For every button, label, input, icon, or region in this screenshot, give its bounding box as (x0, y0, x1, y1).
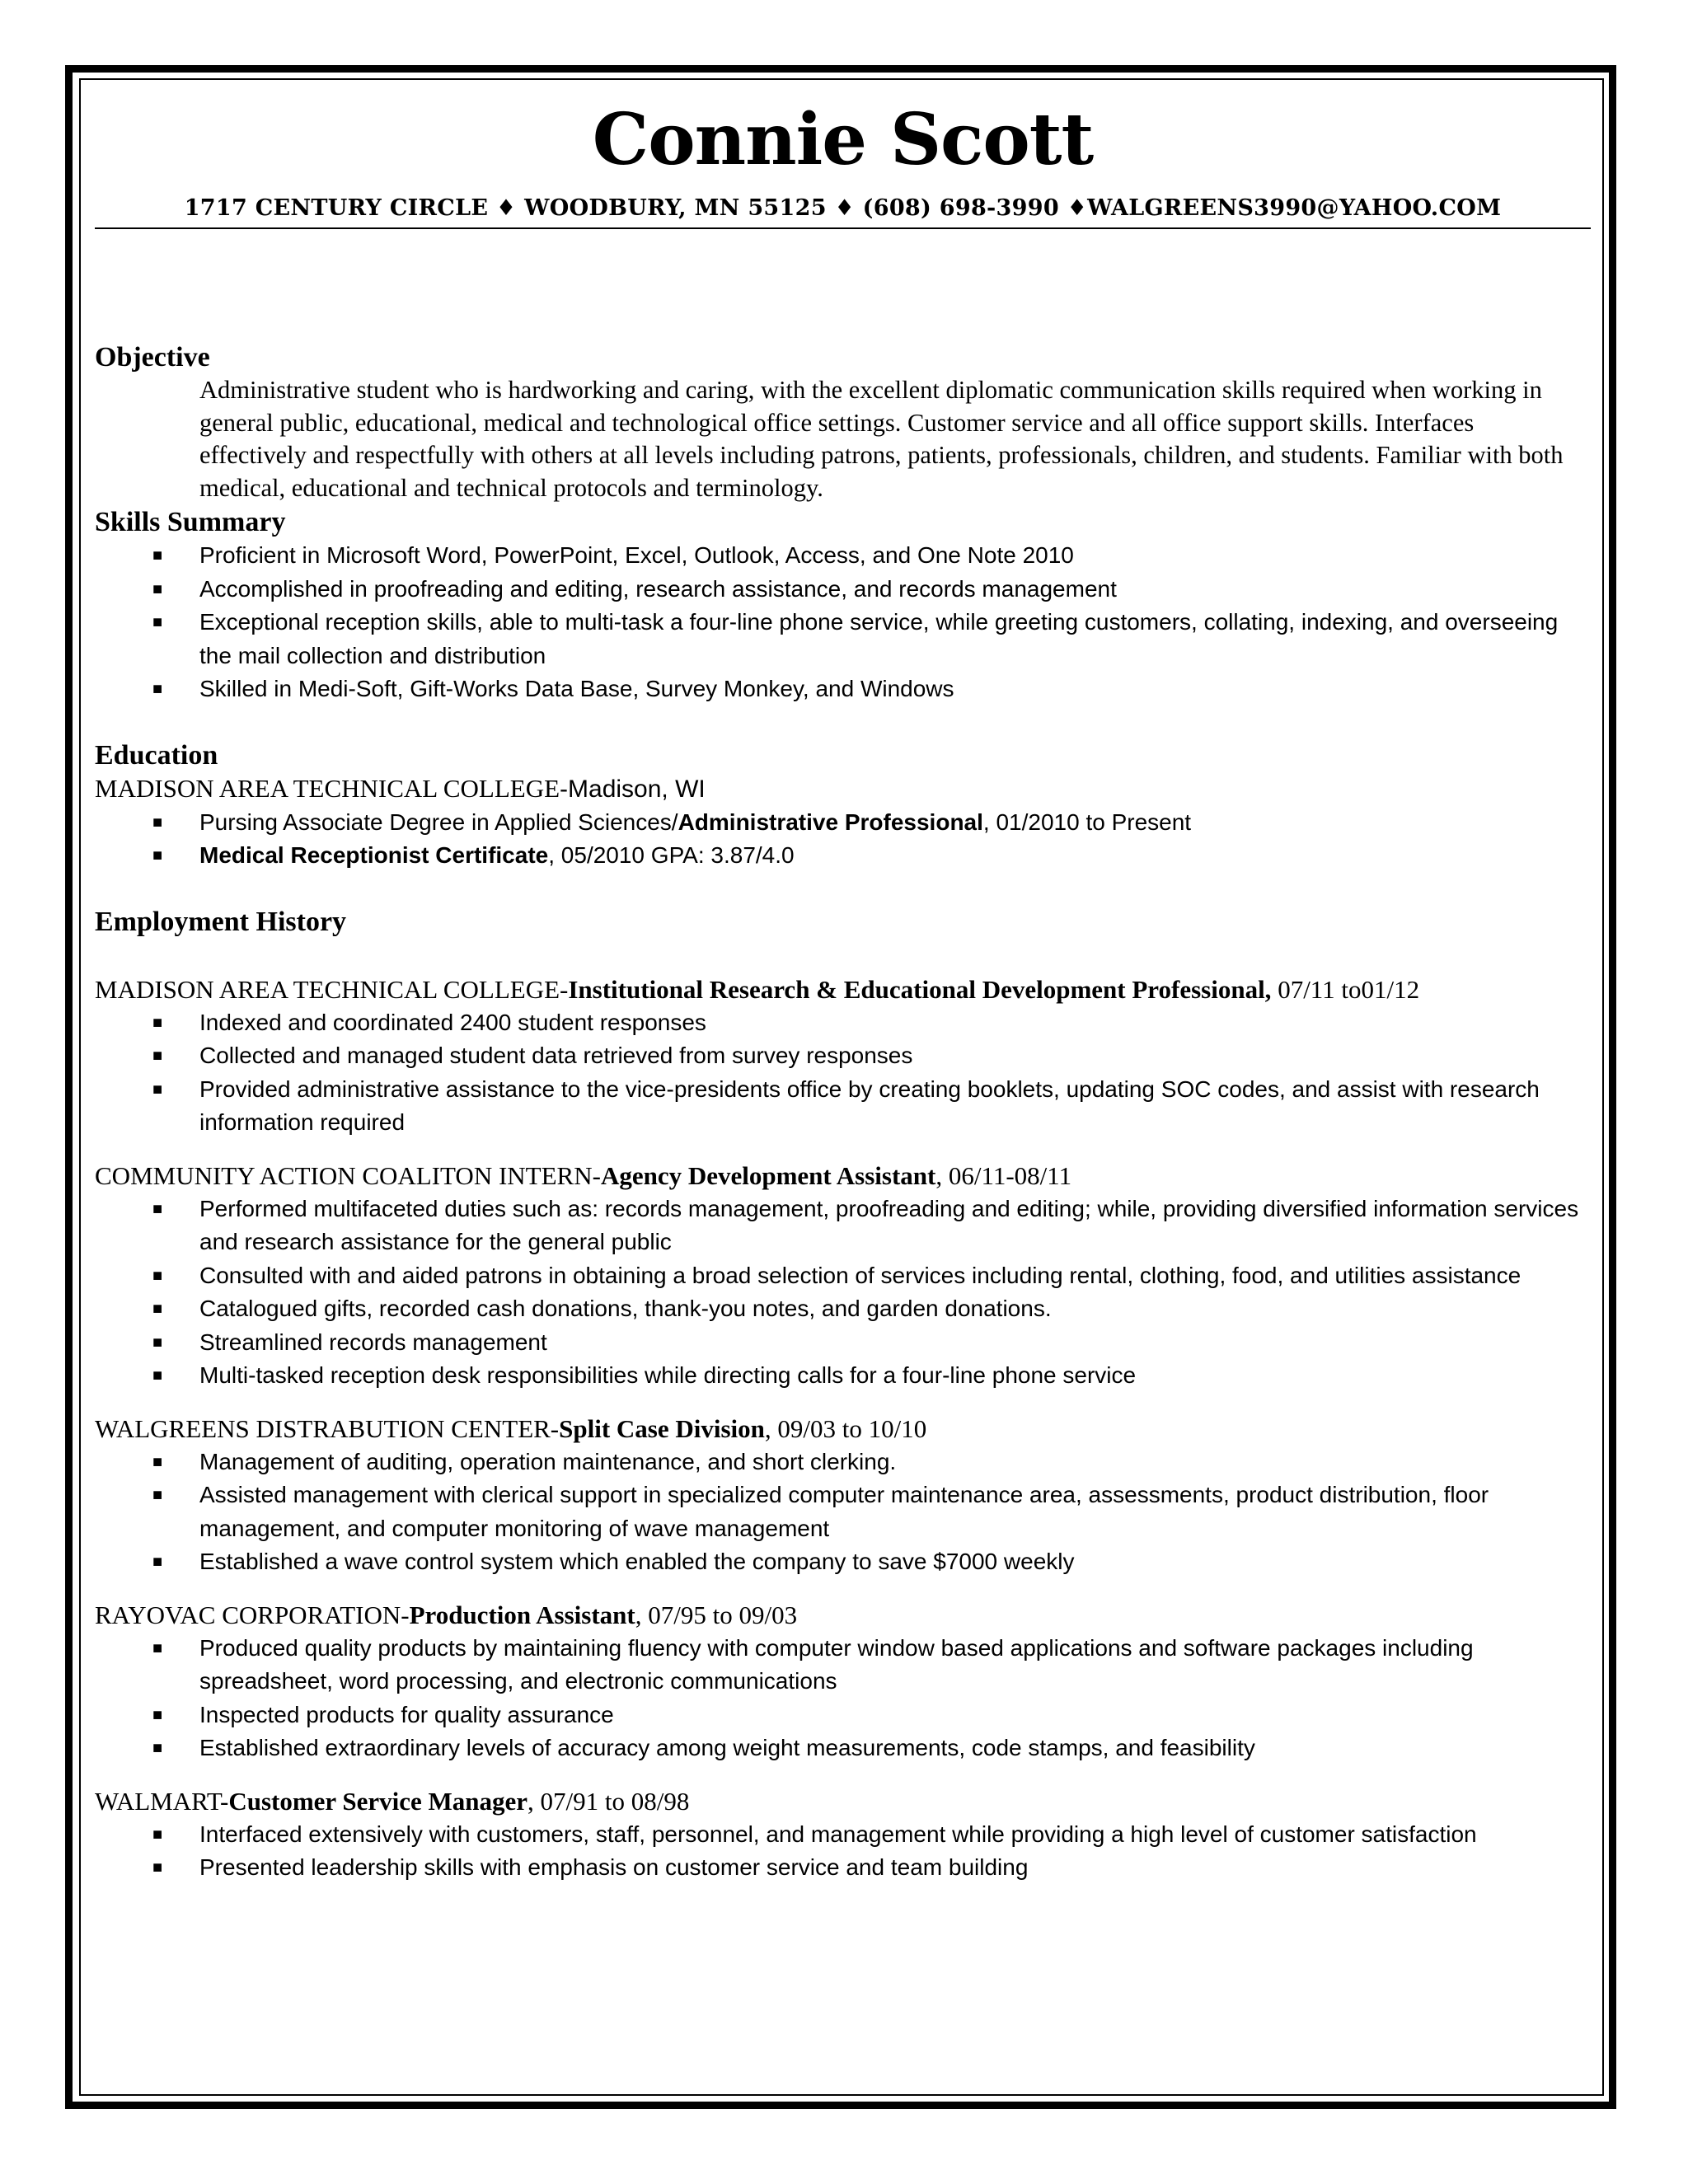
job-entry (95, 1599, 1591, 1765)
list-item: ■ Assisted management with clerical support in specialized computer maintenance area, assessments, product distribution, floor management, and computer monitoring of wave management (152, 1482, 1489, 1541)
job-entry (95, 973, 1591, 1140)
skills-list (95, 539, 1591, 706)
skills-section (95, 506, 1591, 706)
list-item: ■ Accomplished in proofreading and editing, research assistance, and records management (152, 575, 1117, 602)
list-item: ■ Pursing Associate Degree in Applied Sciences/Administrative Professional, 01/2010 to Present (152, 808, 1192, 835)
contact-line: 1717 CENTURY CIRCLE ♦ WOODBURY, MN 55125 ♦ (608) 698-3990 ♦WALGREENS3990@YAHOO.COM (184, 195, 1502, 221)
job-entry (95, 1413, 1591, 1579)
list-item: ■ Skilled in Medi-Soft, Gift-Works Data Base, Survey Monkey, and Windows (152, 676, 954, 701)
list-item: ■ Consulted with and aided patrons in obtaining a broad selection of services including rental, clothing, food, and utilities assistance (152, 1262, 1522, 1288)
list-item: ■ Management of auditing, operation maintenance, and short clerking. (152, 1448, 897, 1474)
job-entry (95, 1785, 1591, 1885)
job-title-line: RAYOVAC CORPORATION-Production Assistant, 07/95 to 09/03 (95, 1600, 798, 1629)
employment-section (95, 906, 1591, 1885)
objective-section (95, 341, 1591, 504)
job-title-line: WALMART-Customer Service Manager, 07/91 to 08/98 (95, 1786, 690, 1816)
list-item: ■ Established extraordinary levels of accuracy among weight measurements, code stamps, and feasibility (152, 1735, 1255, 1760)
job-entry (95, 1160, 1591, 1393)
list-item: ■ Inspected products for quality assurance (152, 1701, 614, 1727)
skills-heading: Skills Summary (95, 507, 286, 537)
employment-heading: Employment History (95, 906, 347, 937)
job-title-line: WALGREENS DISTRABUTION CENTER-Split Case Division, 09/03 to 10/10 (95, 1413, 927, 1443)
job-title-line: MADISON AREA TECHNICAL COLLEGE-Institutional Research & Educational Development Professional, 07/11 to01/12 (95, 974, 1420, 1004)
list-item: ■ Proficient in Microsoft Word, PowerPoint, Excel, Outlook, Access, and One Note 2010 (152, 542, 1074, 568)
list-item: ■ Collected and managed student data retrieved from survey responses (152, 1043, 913, 1068)
objective-text: Administrative student who is hardworking and caring, with the excellent diplomatic communication skills required when working in general public, educational, medical and technological office settings. Customer service and all office support skills. Interfaces effectively and respectfully with others at all levels including patrons, patients, professionals, children, and students. Familiar with both medical, educational and technical protocols and terminology. (199, 376, 1564, 502)
resume-name: Connie Scott (592, 98, 1094, 181)
list-item: ■ Multi-tasked reception desk responsibilities while directing calls for a four-line phone service (152, 1362, 1137, 1388)
education-section (95, 739, 1591, 873)
header-divider (95, 227, 1591, 229)
list-item: ■ Exceptional reception skills, able to multi-task a four-line phone service, while greeting customers, collating, indexing, and overseeing the mail collection and distribution (152, 609, 1559, 668)
list-item: ■ Streamlined records management (152, 1329, 547, 1355)
list-item: ■ Indexed and coordinated 2400 student responses (152, 1009, 706, 1035)
list-item: ■ Performed multifaceted duties such as: records management, proofreading and editing; while, providing diversified information services and research assistance for the general public (152, 1195, 1579, 1254)
list-item: ■ Interfaced extensively with customers, staff, personnel, and management while providing a high level of customer satisfaction (152, 1821, 1477, 1847)
education-list (95, 806, 1591, 873)
list-item: ■ Produced quality products by maintaining fluency with computer window based applications and software packages including spreadsheet, word processing, and electronic communications (152, 1634, 1474, 1694)
list-item: ■ Provided administrative assistance to the vice-presidents office by creating booklets, updating SOC codes, and assist with research information required (152, 1076, 1540, 1135)
education-school: MADISON AREA TECHNICAL COLLEGE-Madison, WI (95, 773, 706, 803)
objective-heading: Objective (95, 342, 210, 373)
list-item: ■ Presented leadership skills with emphasis on customer service and team building (152, 1854, 1029, 1880)
education-heading: Education (95, 739, 218, 771)
list-item: ■ Established a wave control system which enabled the company to save $7000 weekly (152, 1549, 1075, 1574)
list-item: ■ Medical Receptionist Certificate, 05/2010 GPA: 3.87/4.0 (152, 842, 795, 868)
list-item: ■ Catalogued gifts, recorded cash donations, thank-you notes, and garden donations. (152, 1296, 1052, 1321)
job-title-line: COMMUNITY ACTION COALITON INTERN-Agency Development Assistant, 06/11-08/11 (95, 1160, 1072, 1190)
resume-page (95, 99, 1591, 1885)
